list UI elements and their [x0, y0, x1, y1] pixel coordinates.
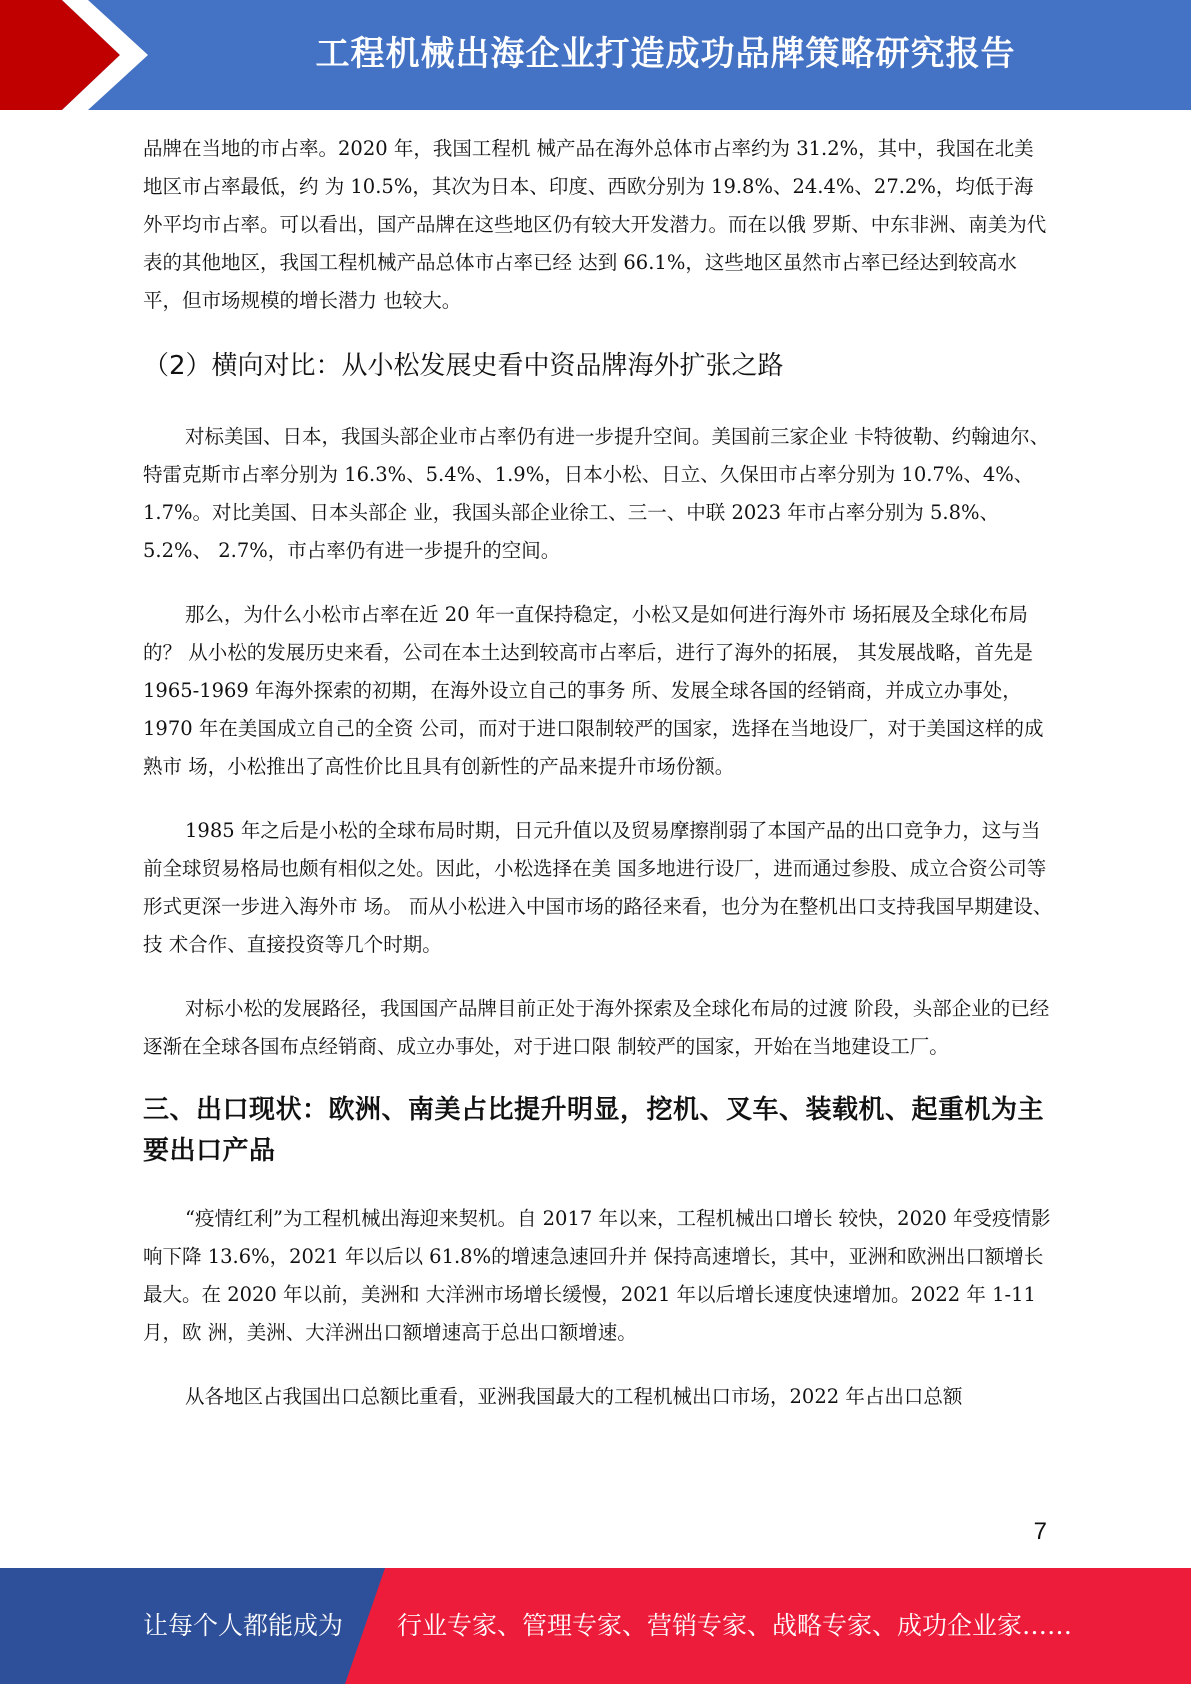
page-number: 7	[1033, 1518, 1047, 1545]
paragraph: “疫情红利”为工程机械出海迎来契机。自 2017 年以来，工程机械出口增长 较快，2020 年受疫情影响下降 13.6%，2021 年以后以 61.8%的增速急速回升并 保持高速增长，其中，亚洲和欧洲出口额增长最大。在 2020 年以前，美洲和 大洋洲市场增长缓慢，2021 年以后增长速度快速增加。2022 年 1-11 月，欧 洲，美洲、大洋洲出口额增速高于总出口额增速。	[143, 1207, 1051, 1344]
footer-slogan-right: 行业专家、管理专家、营销专家、战略专家、成功企业家……	[397, 1611, 1073, 1640]
paragraph: 品牌在当地的市占率。2020 年，我国工程机 械产品在海外总体市占率约为 31.2%，其中，我国在北美地区市占率最低，约 为 10.5%，其次为日本、印度、西欧分别为 19.8%、24.4%、27.2%，均低于海 外平均市占率。可以看出，国产品牌在这些地区仍有较大开发潜力。而在以俄 罗斯、中东非洲、南美为代表的其他地区，我国工程机械产品总体市占率已经 达到 66.1%，这些地区虽然市占率已经达到较高水平，但市场规模的增长潜力 也较大。	[143, 137, 1047, 312]
section-heading: （2）横向对比：从小松发展史看中资品牌海外扩张之路	[143, 351, 784, 381]
page-footer	[0, 1568, 1191, 1684]
footer-slogan-left: 让每个人都能成为	[143, 1611, 344, 1640]
paragraph: 对标小松的发展路径，我国国产品牌目前正处于海外探索及全球化布局的过渡 阶段，头部企业的已经逐渐在全球各国布点经销商、成立办事处，对于进口限 制较严的国家，开始在当地建设工厂。	[143, 997, 1050, 1058]
paragraph: 1985 年之后是小松的全球布局时期，日元升值以及贸易摩擦削弱了本国产品的出口竞争力，这与当前全球贸易格局也颇有相似之处。因此，小松选择在美 国多地进行设厂，进而通过参股、成立合资公司等形式更深一步进入海外市 场。 而从小松进入中国市场的路径来看，也分为在整机出口支持我国早期建设、技 术合作、直接投资等几个时期。	[143, 819, 1053, 956]
header-arrow-decoration	[0, 0, 150, 110]
main-content	[143, 130, 1053, 1416]
chapter-heading: 三、出口现状：欧洲、南美占比提升明显，挖机、叉车、装载机、起重机为主 要出口产品	[143, 1095, 1045, 1166]
report-title: 工程机械出海企业打造成功品牌策略研究报告	[315, 34, 1016, 74]
paragraph: 从各地区占我国出口总额比重看，亚洲我国最大的工程机械出口市场，2022 年占出口总额	[185, 1385, 963, 1408]
paragraph: 对标美国、日本，我国头部企业市占率仍有进一步提升空间。美国前三家企业 卡特彼勒、约翰迪尔、特雷克斯市占率分别为 16.3%、5.4%、1.9%，日本小松、日立、久保田市占率分别为 10.7%、4%、1.7%。对比美国、日本头部企 业，我国头部企业徐工、三一、中联 2023 年市占率分别为 5.8%、5.2%、 2.7%，市占率仍有进一步提升的空间。	[143, 425, 1050, 562]
page-header	[0, 0, 1191, 110]
paragraph: 那么，为什么小松市占率在近 20 年一直保持稳定，小松又是如何进行海外市 场拓展及全球化布局的？ 从小松的发展历史来看，公司在本土达到较高市占率后，进行了海外的拓展， 其发展战略，首先是 1965-1969 年海外探索的初期，在海外设立自己的事务 所、发展全球各国的经销商，并成立办事处，1970 年在美国成立自己的全资 公司，而对于进口限制较严的国家，选择在当地设厂，对于美国这样的成熟市 场，小松推出了高性价比且具有创新性的产品来提升市场份额。	[143, 603, 1044, 778]
